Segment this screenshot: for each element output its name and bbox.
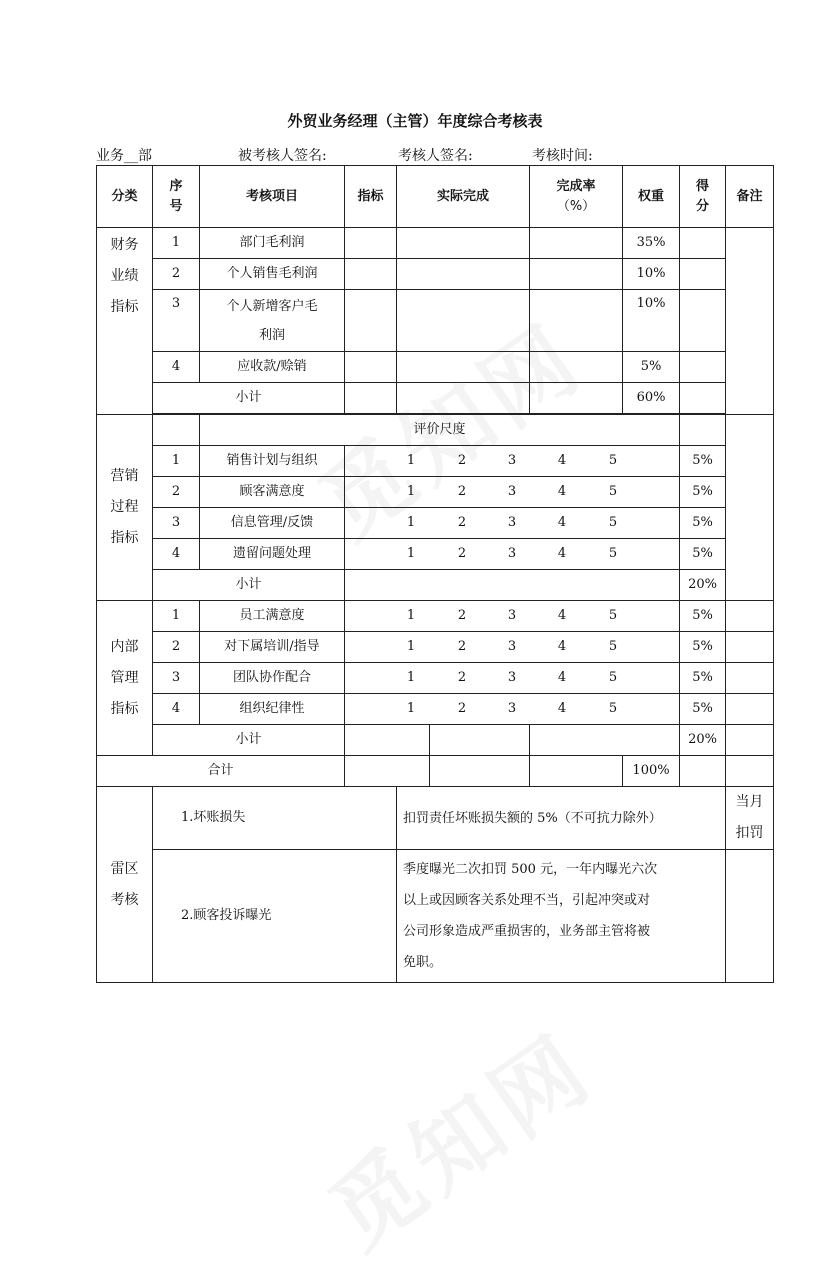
scale-1: 1 xyxy=(406,608,416,623)
seq-cell: 2 xyxy=(153,259,200,290)
table-row xyxy=(97,352,774,383)
total-weight: 100% xyxy=(623,756,680,787)
item-cell: 应收款/赊销 xyxy=(200,352,345,383)
subtotal-row xyxy=(97,383,774,414)
minefield-remark: 当月 扣罚 xyxy=(726,787,774,850)
seq-cell: 3 xyxy=(153,290,200,352)
minefield-row-1 xyxy=(97,787,774,850)
weight-cell: 35% xyxy=(623,228,680,259)
score-cell xyxy=(726,725,774,756)
category-finance: 财务 业绩 指标 xyxy=(97,228,153,415)
score-cell xyxy=(726,694,774,725)
table-header-row xyxy=(97,166,774,228)
scale-1: 1 xyxy=(406,484,416,499)
score-cell xyxy=(680,352,726,383)
actual-cell xyxy=(397,383,530,414)
scale-1: 1 xyxy=(406,639,416,654)
item-cell: 员工满意度 xyxy=(200,601,345,632)
scale-5: 5 xyxy=(608,608,618,623)
rate-cell xyxy=(530,352,623,383)
table-row xyxy=(97,228,774,259)
scale-cell xyxy=(345,694,680,725)
item-cell: 对下属培训/指导 xyxy=(200,632,345,663)
scale-5: 5 xyxy=(608,670,618,685)
scale-cell xyxy=(345,663,680,694)
table-row xyxy=(97,632,774,663)
minefield-item-complaint: 2.顾客投诉曝光 xyxy=(153,850,397,983)
seq-cell: 3 xyxy=(153,508,200,539)
table-row xyxy=(97,508,774,539)
target-cell xyxy=(345,259,397,290)
scale-4: 4 xyxy=(557,515,567,530)
item-cell: 顾客满意度 xyxy=(200,477,345,508)
weight-cell: 5% xyxy=(680,446,726,477)
seq-cell: 4 xyxy=(153,352,200,383)
weight-cell: 5% xyxy=(623,352,680,383)
subtotal-row xyxy=(97,570,774,601)
empty-cell xyxy=(430,725,530,756)
item-cell: 个人新增客户毛 利润 xyxy=(200,290,345,352)
assessment-table xyxy=(96,165,774,983)
minefield-desc-bad-debt: 扣罚责任坏账损失额的 5%（不可抗力除外） xyxy=(397,787,726,850)
scale-4: 4 xyxy=(557,670,567,685)
weight-cell: 5% xyxy=(680,477,726,508)
weight-cell: 10% xyxy=(623,290,680,352)
score-cell xyxy=(680,756,726,787)
assessee-signature-label: 被考核人签名: xyxy=(238,148,327,164)
scale-3: 3 xyxy=(507,515,517,530)
scale-3: 3 xyxy=(507,701,517,716)
scale-cell xyxy=(345,477,680,508)
actual-cell xyxy=(397,228,530,259)
target-cell xyxy=(345,383,397,414)
score-cell xyxy=(726,663,774,694)
scale-3: 3 xyxy=(507,453,517,468)
item-cell: 个人销售毛利润 xyxy=(200,259,345,290)
subtotal-weight: 20% xyxy=(680,725,726,756)
remark-cell xyxy=(726,228,774,415)
empty-cell xyxy=(345,725,430,756)
assessment-time-label: 考核时间: xyxy=(532,148,593,164)
scale-5: 5 xyxy=(608,546,618,561)
total-row xyxy=(97,756,774,787)
seq-cell: 2 xyxy=(153,632,200,663)
scale-5: 5 xyxy=(608,453,618,468)
scale-2: 2 xyxy=(457,546,467,561)
actual-cell xyxy=(397,290,530,352)
scale-4: 4 xyxy=(557,608,567,623)
scale-5: 5 xyxy=(608,515,618,530)
item-cell: 信息管理/反馈 xyxy=(200,508,345,539)
empty-cell xyxy=(345,756,430,787)
scale-1: 1 xyxy=(406,515,416,530)
scale-2: 2 xyxy=(457,484,467,499)
rate-cell xyxy=(530,383,623,414)
score-cell xyxy=(680,259,726,290)
scale-cell xyxy=(345,601,680,632)
actual-cell xyxy=(397,352,530,383)
actual-cell xyxy=(397,259,530,290)
item-cell: 遗留问题处理 xyxy=(200,539,345,570)
scale-cell xyxy=(345,539,680,570)
category-marketing: 营销 过程 指标 xyxy=(97,415,153,601)
table-row xyxy=(97,601,774,632)
scale-label: 评价尺度 xyxy=(200,415,680,446)
scale-cell xyxy=(345,508,680,539)
scale-2: 2 xyxy=(457,608,467,623)
scale-4: 4 xyxy=(557,639,567,654)
weight-cell: 5% xyxy=(680,694,726,725)
weight-cell: 5% xyxy=(680,632,726,663)
seq-cell: 2 xyxy=(153,477,200,508)
empty-cell xyxy=(530,725,680,756)
seq-cell: 4 xyxy=(153,694,200,725)
minefield-row-2 xyxy=(97,850,774,983)
header-score: 得 分 xyxy=(680,166,726,228)
empty-cell xyxy=(430,756,530,787)
rate-cell xyxy=(530,290,623,352)
item-cell: 销售计划与组织 xyxy=(200,446,345,477)
header-target: 指标 xyxy=(345,166,397,228)
subtotal-weight: 60% xyxy=(623,383,680,414)
score-cell xyxy=(726,601,774,632)
watermark-bottom xyxy=(299,997,614,1272)
scale-1: 1 xyxy=(406,546,416,561)
scale-3: 3 xyxy=(507,484,517,499)
seq-cell xyxy=(153,415,200,446)
item-cell: 团队协作配合 xyxy=(200,663,345,694)
target-cell xyxy=(345,290,397,352)
subtotal-label: 小计 xyxy=(153,383,345,414)
table-row xyxy=(97,446,774,477)
header-item: 考核项目 xyxy=(200,166,345,228)
assessor-signature-label: 考核人签名: xyxy=(398,148,473,164)
scale-2: 2 xyxy=(457,701,467,716)
category-minefield: 雷区 考核 xyxy=(97,787,153,983)
total-label: 合计 xyxy=(97,756,345,787)
category-internal: 内部 管理 指标 xyxy=(97,601,153,756)
score-cell xyxy=(680,290,726,352)
scale-3: 3 xyxy=(507,670,517,685)
seq-cell: 3 xyxy=(153,663,200,694)
empty-cell xyxy=(345,570,680,601)
scale-cell xyxy=(345,632,680,663)
score-cell xyxy=(680,228,726,259)
subtotal-weight: 20% xyxy=(680,570,726,601)
header-weight: 权重 xyxy=(623,166,680,228)
seq-cell: 4 xyxy=(153,539,200,570)
scale-3: 3 xyxy=(507,546,517,561)
target-cell xyxy=(345,352,397,383)
scale-2: 2 xyxy=(457,639,467,654)
scale-1: 1 xyxy=(406,701,416,716)
item-cell: 部门毛利润 xyxy=(200,228,345,259)
weight-cell: 10% xyxy=(623,259,680,290)
table-row xyxy=(97,477,774,508)
seq-cell: 1 xyxy=(153,601,200,632)
scale-2: 2 xyxy=(457,515,467,530)
score-cell xyxy=(726,632,774,663)
score-cell xyxy=(680,383,726,414)
scale-4: 4 xyxy=(557,546,567,561)
table-row xyxy=(97,694,774,725)
minefield-remark-empty xyxy=(726,850,774,983)
subtotal-row xyxy=(97,725,774,756)
empty-cell xyxy=(530,756,623,787)
scale-header-row xyxy=(97,415,774,446)
subtotal-label: 小计 xyxy=(153,725,345,756)
table-row xyxy=(97,290,774,352)
table-row xyxy=(97,259,774,290)
scale-4: 4 xyxy=(557,453,567,468)
remark-cell xyxy=(726,415,774,601)
seq-cell: 1 xyxy=(153,446,200,477)
subtotal-label: 小计 xyxy=(153,570,345,601)
header-rate: 完成率 （%） xyxy=(530,166,623,228)
header-remark: 备注 xyxy=(726,166,774,228)
rate-cell xyxy=(530,228,623,259)
scale-5: 5 xyxy=(608,484,618,499)
table-row xyxy=(97,539,774,570)
header-category: 分类 xyxy=(97,166,153,228)
scale-3: 3 xyxy=(507,639,517,654)
scale-2: 2 xyxy=(457,453,467,468)
scale-4: 4 xyxy=(557,484,567,499)
seq-cell: 1 xyxy=(153,228,200,259)
scale-5: 5 xyxy=(608,701,618,716)
weight-cell: 5% xyxy=(680,508,726,539)
score-cell xyxy=(680,415,726,446)
weight-cell: 5% xyxy=(680,539,726,570)
minefield-item-bad-debt: 1.坏账损失 xyxy=(153,787,397,850)
target-cell xyxy=(345,228,397,259)
scale-cell xyxy=(345,446,680,477)
header-seq: 序 号 xyxy=(153,166,200,228)
scale-1: 1 xyxy=(406,453,416,468)
scale-5: 5 xyxy=(608,639,618,654)
weight-cell: 5% xyxy=(680,601,726,632)
scale-3: 3 xyxy=(507,608,517,623)
rate-cell xyxy=(530,259,623,290)
scale-1: 1 xyxy=(406,670,416,685)
department-label: 业务__部 xyxy=(96,148,152,164)
table-row xyxy=(97,663,774,694)
header-actual: 实际完成 xyxy=(397,166,530,228)
item-cell: 组织纪律性 xyxy=(200,694,345,725)
minefield-desc-complaint: 季度曝光二次扣罚 500 元，一年内曝光六次 以上或因顾客关系处理不当，引起冲突或对 公司形象造成严重损害的，业务部主管将被 免职。 xyxy=(397,850,726,983)
weight-cell: 5% xyxy=(680,663,726,694)
document-title: 外贸业务经理（主管）年度综合考核表 xyxy=(287,112,543,130)
scale-4: 4 xyxy=(557,701,567,716)
scale-2: 2 xyxy=(457,670,467,685)
